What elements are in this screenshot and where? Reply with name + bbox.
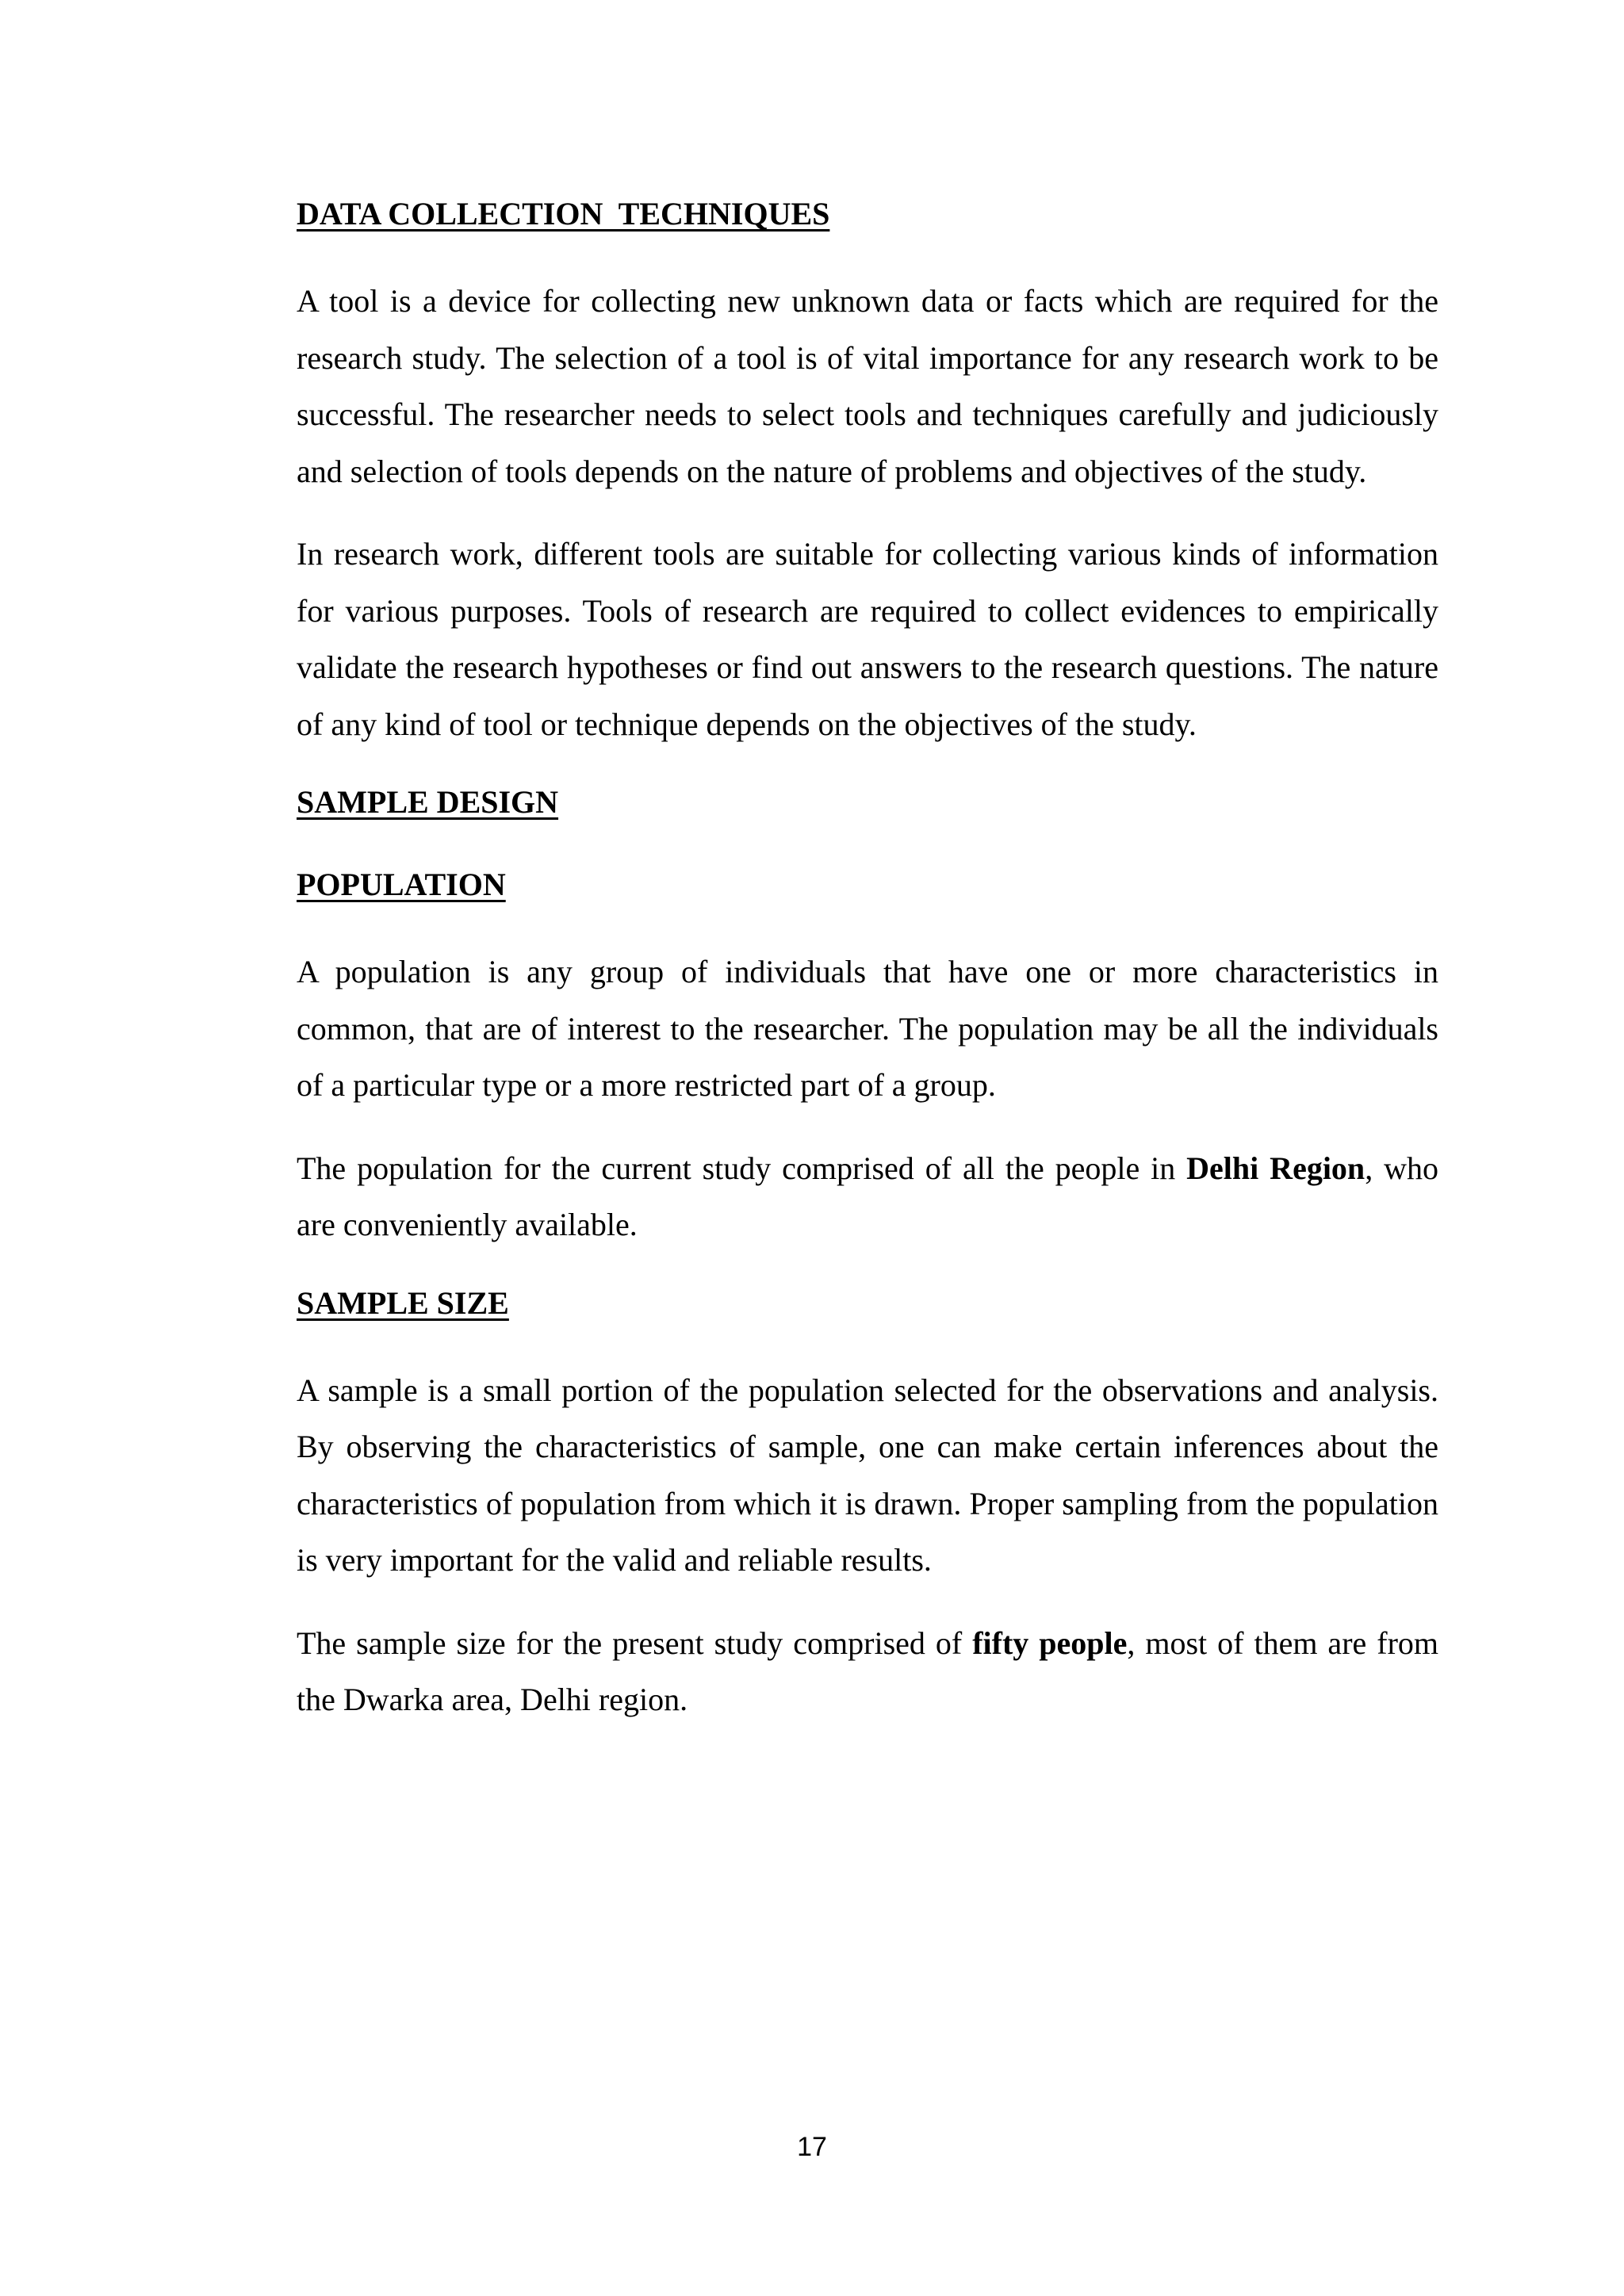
population-statement-after: , who are conveniently available. — [297, 1150, 1438, 1242]
sample-statement-after: , most of them are from the Dwarka area, Delhi region. — [297, 1624, 1439, 1717]
heading-sample-size: SAMPLE SIZE — [297, 1284, 509, 1321]
paragraph-tool-definition: A tool is a device for collecting new unknown data or facts which are required for the research study. The selection of a tool is of vital importance for any research work to be successful. The researcher needs to select tools and techniques carefully and judiciously and selection of tools depends on the nature of problems and objectives of the study. — [297, 283, 1438, 489]
heading-data-collection-techniques: DATA COLLECTION TECHNIQUES — [297, 196, 830, 232]
paragraph-sample-statement — [297, 1615, 1438, 1728]
page-content — [297, 190, 1438, 1755]
population-statement-before: The population for the current study comprised of all the people in — [297, 1150, 1187, 1186]
paragraph-population-definition: A population is any group of individuals that have one or more characteristics in common, that are of interest to the researcher. The population may be all the individuals of a particular type or a more restricted part of a group. — [297, 954, 1438, 1103]
sample-size-bold: fifty people — [972, 1624, 1128, 1661]
paragraph-sample-definition: A sample is a small portion of the population selected for the observations and analysis. By observing the characteristics of sample, one can make certain inferences about the characteristics of population from which it is drawn. Proper sampling from the population is very important for the valid and reliable results. — [297, 1372, 1438, 1578]
population-region-bold: Delhi Region — [1186, 1150, 1365, 1186]
heading-population: POPULATION — [297, 867, 506, 902]
sample-statement-before: The sample size for the present study comprised of — [297, 1624, 973, 1661]
paragraph-population-statement — [297, 1140, 1438, 1253]
heading-sample-design: SAMPLE DESIGN — [297, 784, 559, 820]
page-number: 17 — [797, 2132, 827, 2162]
paragraph-research-tools: In research work, different tools are suitable for collecting various kinds of information for various purposes. Tools of research are required to collect evidences to empirically validate the research hypotheses or find out answers to the research questions. The nature of any kind of tool or technique depends on the objectives of the study. — [297, 536, 1438, 742]
